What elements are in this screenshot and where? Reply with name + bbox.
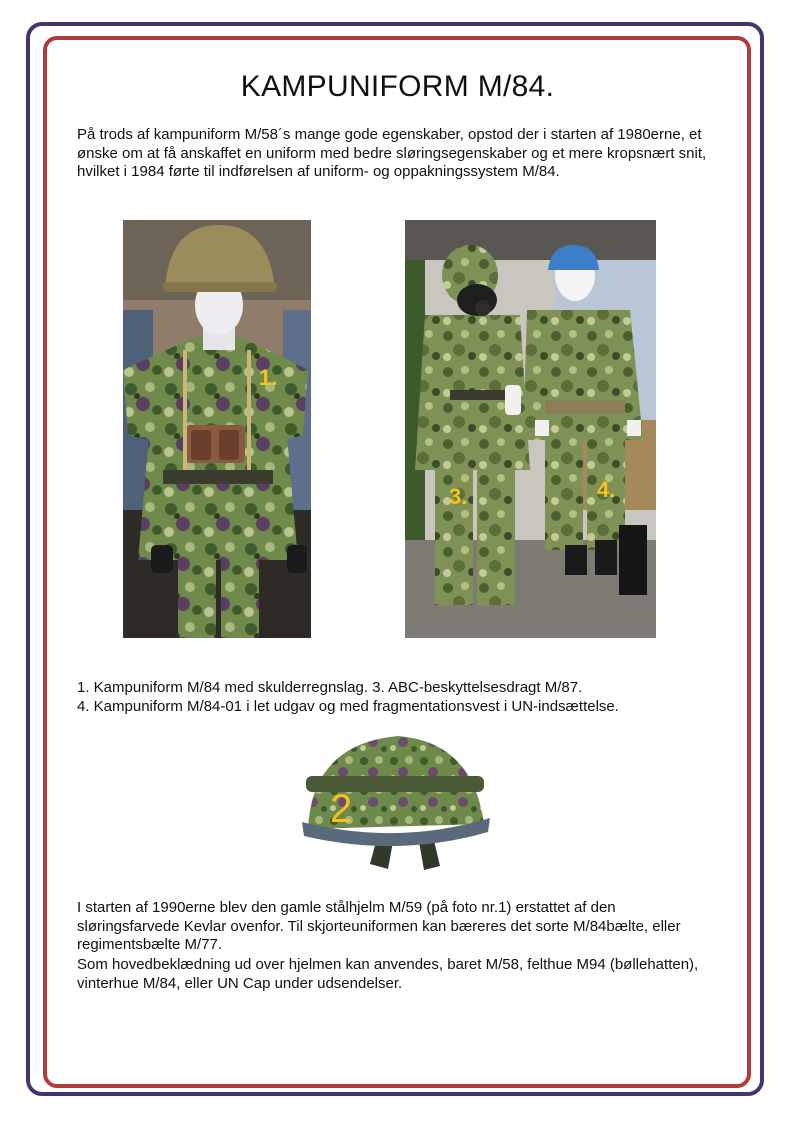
- headwear-paragraph: Som hovedbeklædning ud over hjelmen kan anvendes, baret M/58, felthue M94 (bøllehatten), vinterhue M/84, eller UN Cap under udsendelser.: [77, 956, 699, 992]
- page-title: KAMPUNIFORM M/84.: [240, 70, 555, 103]
- caption-line-2: 4. Kampuniform M/84-01 i let udgav og med fragmentationsvest i UN-indsættelse.: [77, 697, 619, 715]
- intro-paragraph: På trods af kampuniform M/58´s mange gode egenskaber, opstod der i starten af 1980erne, et ønske om at få anskaffet en uniform med bedre sløringsegenskaber og et mere kropsnært snit, hvilket i 1984 førte til indførelsen af uniform- og oppakningssystem M/84.: [77, 126, 707, 180]
- caption-line-1: 1. Kampuniform M/84 med skulderregnslag. 3. ABC-beskyttelsesdragt M/87.: [77, 679, 583, 696]
- photo-uniform-m84-cape: [123, 220, 311, 638]
- photo-abc-suit-and-un-uniform: [405, 220, 656, 638]
- helmet-paragraph: I starten af 1990erne blev den gamle stålhjelm M/59 (på foto nr.1) erstattet af den sløringsfarvede Kevlar ovenfor. Til skjorteuniformen kan bæreres det sorte M/84bælte, eller regimentsbælte M/77.: [77, 899, 681, 953]
- photo-label-1: 1.: [259, 365, 278, 390]
- helmet-label-2: 2: [330, 787, 353, 831]
- photo-label-4: 4.: [597, 477, 616, 502]
- photo-caption: [77, 679, 717, 716]
- photo-kevlar-helmet: [298, 724, 494, 876]
- photo-label-3: 3.: [449, 484, 468, 509]
